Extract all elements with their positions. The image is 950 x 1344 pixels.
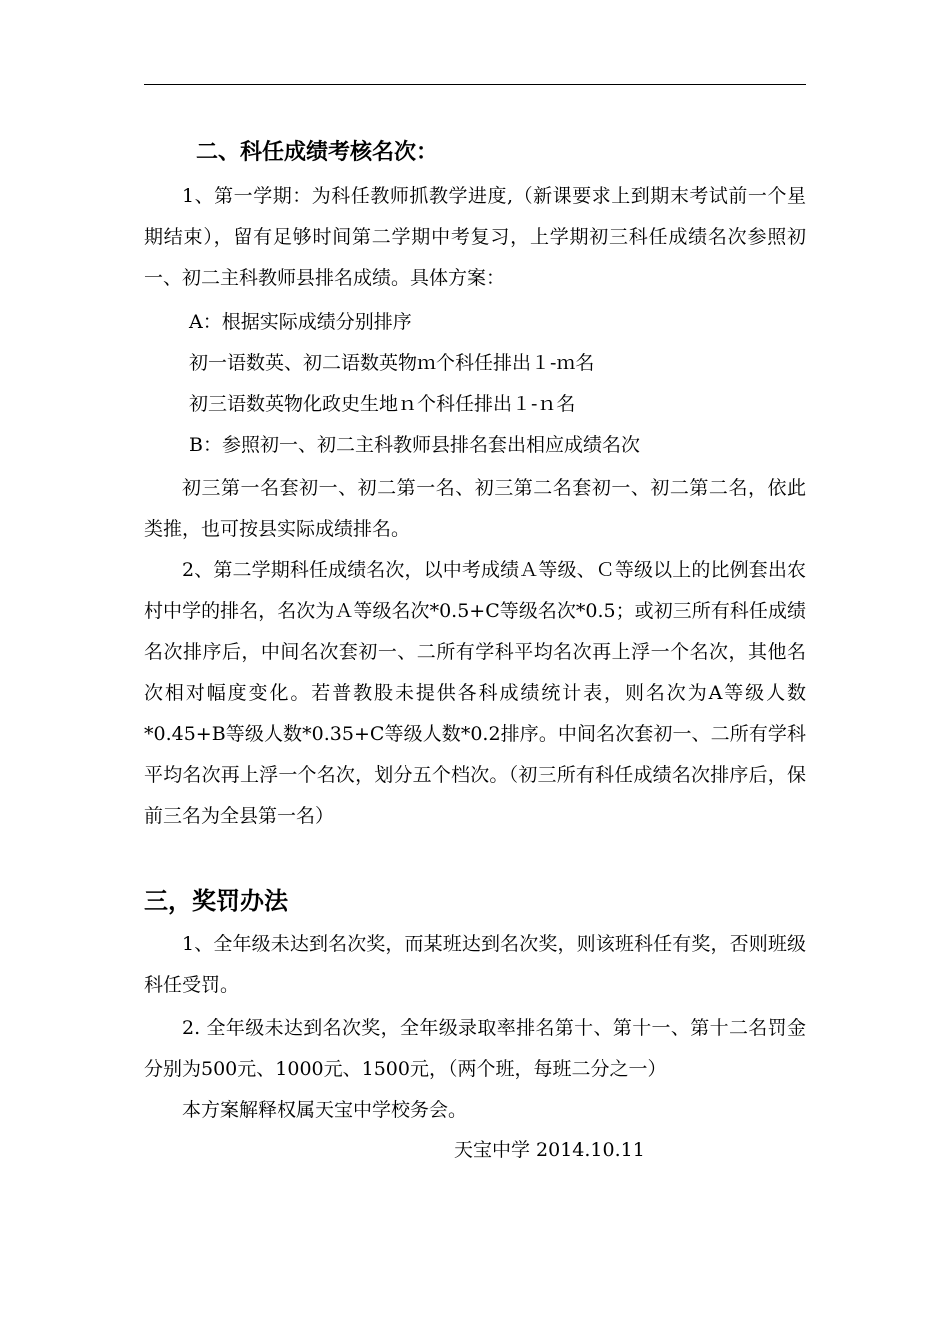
option-a-line-2: 初三语数英物化政史生地ｎ个科任排出１-ｎ名	[189, 393, 576, 415]
signature-line: 天宝中学 2014.10.11	[454, 1139, 645, 1161]
section-2-paragraph-2: 2、第二学期科任成绩名次，以中考成绩Ａ等级、Ｃ等级以上的比例套出农村中学的排名，名次为Ａ等级名次*0.5+C等级名次*0.5；或初三所有科任成绩名次排序后，中间名次套初一、二所有学科平均名次再上浮一个名次，其他名次相对幅度变化。若普教股未提供各科成绩统计表，则名次为A等级人数*0.45+B等级人数*0.35+C等级人数*0.2排序。中间名次套初一、二所有学科平均名次再上浮一个名次，划分五个档次。（初三所有科任成绩名次排序后，保前三名为全县第一名）	[144, 559, 806, 827]
section-3-paragraph-2: 2. 全年级未达到名次奖，全年级录取率排名第十、第十一、第十二名罚金分别为500元、1000元、1500元，（两个班，每班二分之一）	[144, 1017, 806, 1080]
option-b-label: B：参照初一、初二主科教师县排名套出相应成绩名次	[189, 434, 640, 456]
header-rule	[144, 84, 806, 85]
option-a-label: A：根据实际成绩分别排序	[189, 311, 412, 333]
option-a-line-1: 初一语数英、初二语数英物ｍ个科任排出１-ｍ名	[189, 352, 595, 374]
section-3-paragraph-1: 1、全年级未达到名次奖，而某班达到名次奖，则该班科任有奖，否则班级科任受罚。	[144, 933, 806, 996]
section-2-paragraph-1: 1、第一学期：为科任教师抓教学进度,（新课要求上到期末考试前一个星期结束），留有足够时间第二学期中考复习，上学期初三科任成绩名次参照初一、初二主科教师县排名成绩。具体方案：	[144, 185, 806, 289]
section-2-heading: 二、科任成绩考核名次：	[196, 140, 439, 165]
section-3-heading: 三，奖罚办法	[144, 887, 288, 915]
option-b-paragraph: 初三第一名套初一、初二第一名、初三第二名套初一、初二第二名，依此类推，也可按县实际成绩排名。	[144, 477, 806, 540]
section-3-paragraph-3: 本方案解释权属天宝中学校务会。	[182, 1099, 468, 1121]
